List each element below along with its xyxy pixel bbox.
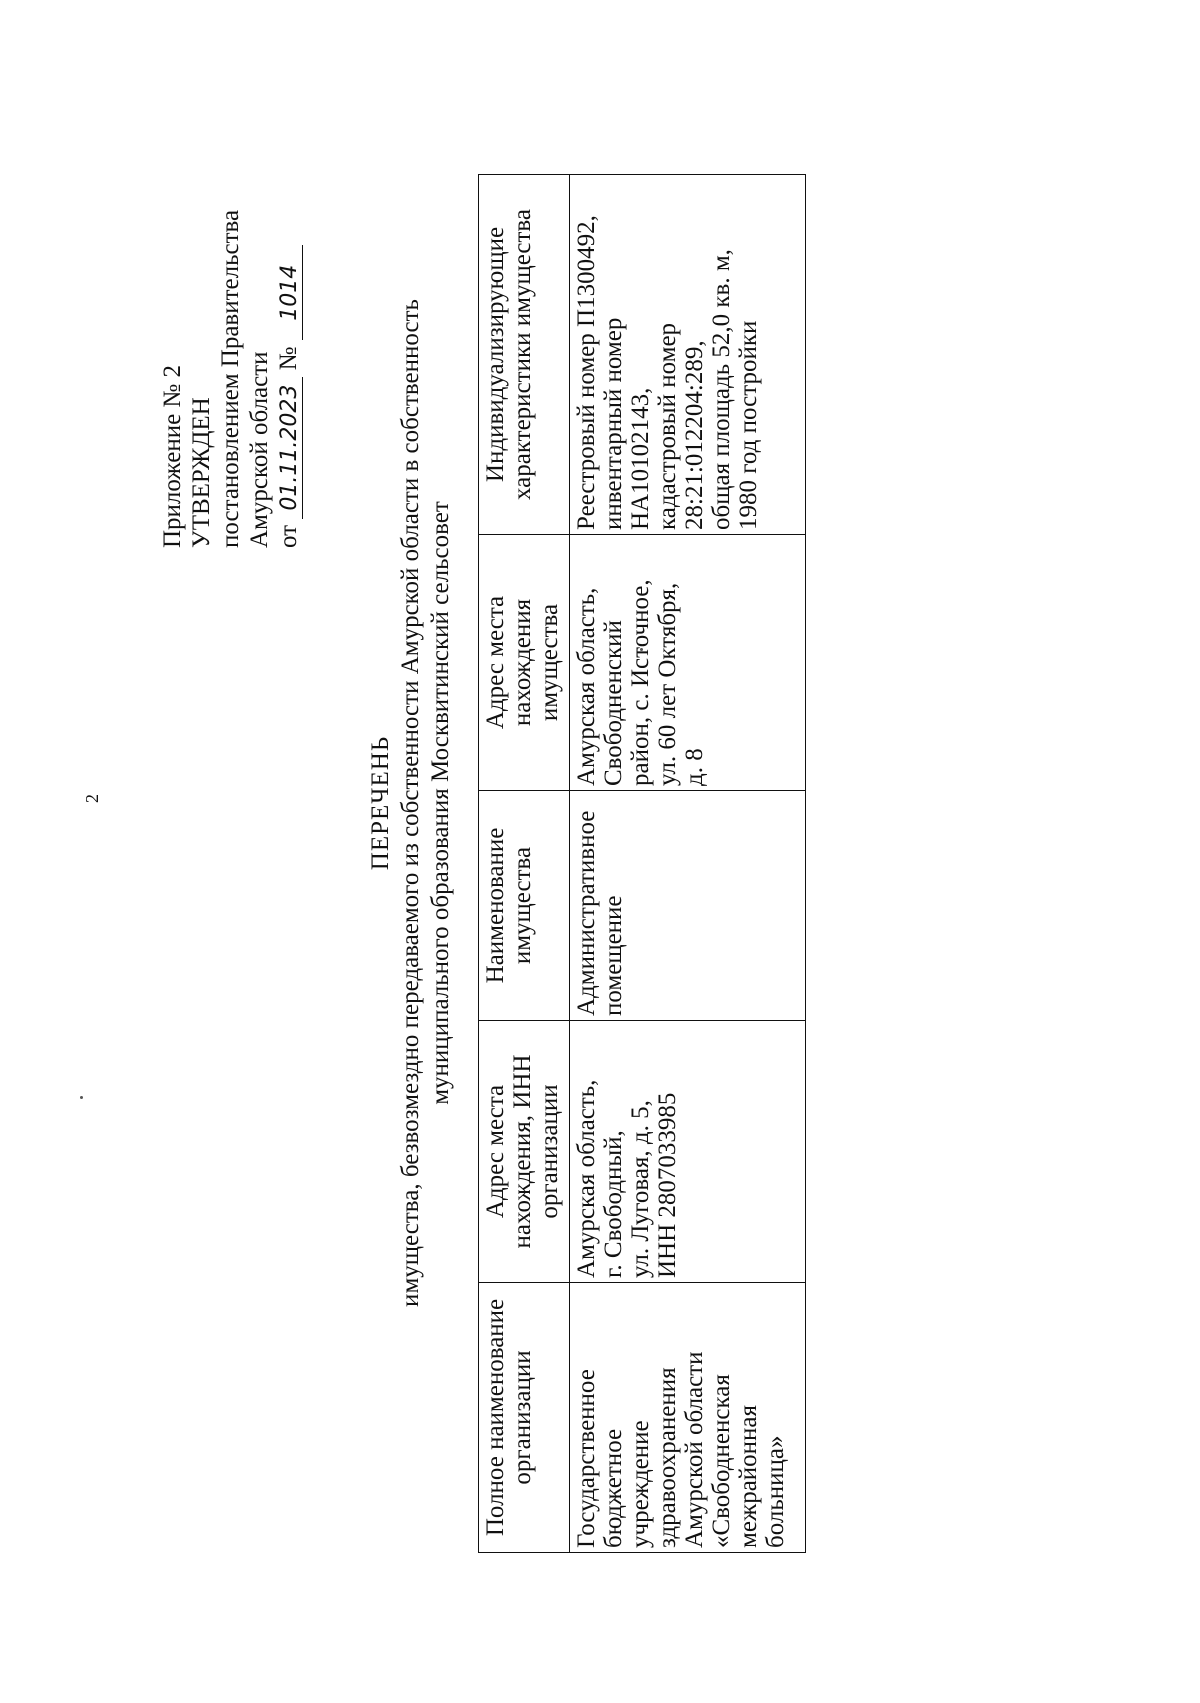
number-prefix: № [275,346,302,371]
table-header-row [479,175,570,1553]
region-label: Амурской области [246,351,273,548]
approved-label: УТВЕРЖДЕН [188,397,215,548]
handwritten-date: 01.11.2023 [278,377,303,519]
header-property-address: Адрес места нахождения имущества [479,535,570,791]
header-organization-name: Полное наименование организации [479,1283,570,1553]
cell-organization-name: Государственное бюджетное учреждение здравоохранения Амурской области «Свободненская межрайонная больница» [570,1283,806,1553]
handwritten-number: 1014 [278,245,303,340]
table-row [570,175,806,1553]
document-subtitle-line-1: имущества, безвозмездно передаваемого из собственности Амурской области в собственность [397,299,424,1307]
page-number: 2 [82,794,102,803]
appendix-label: Приложение № 2 [159,364,186,548]
cell-property-characteristics: Реестровый номер П1300492, инвентарный номер НА10102143, кадастровый номер 28:21:012204:289, общая площадь 52,0 кв. м, 1980 год постройки [570,175,806,535]
document-heading [366,53,456,1553]
scan-speck [80,1096,83,1099]
resolution-label: постановлением Правительства [217,209,244,548]
property-table [478,174,806,1553]
cell-property-address: Амурская область, Свободненский район, с. Источное, ул. 60 лет Октября, д. 8 [570,535,806,791]
cell-organization-address: Амурская область, г. Свободный, ул. Луговая, д. 5, ИНН 2807033985 [570,1021,806,1283]
document-title: ПЕРЕЧЕНЬ [367,735,394,871]
date-number-line [274,210,303,548]
header-property-characteristics: Индивидуализирующие характеристики имущества [479,175,570,535]
header-organization-address: Адрес места нахождения, ИНН организации [479,1021,570,1283]
document-subtitle-line-2: муниципального образования Москвитинский сельсовет [427,501,454,1105]
header-property-name: Наименование имущества [479,791,570,1021]
date-prefix: от [275,524,302,548]
cell-property-name: Административное помещение [570,791,806,1021]
approval-block [158,210,303,548]
